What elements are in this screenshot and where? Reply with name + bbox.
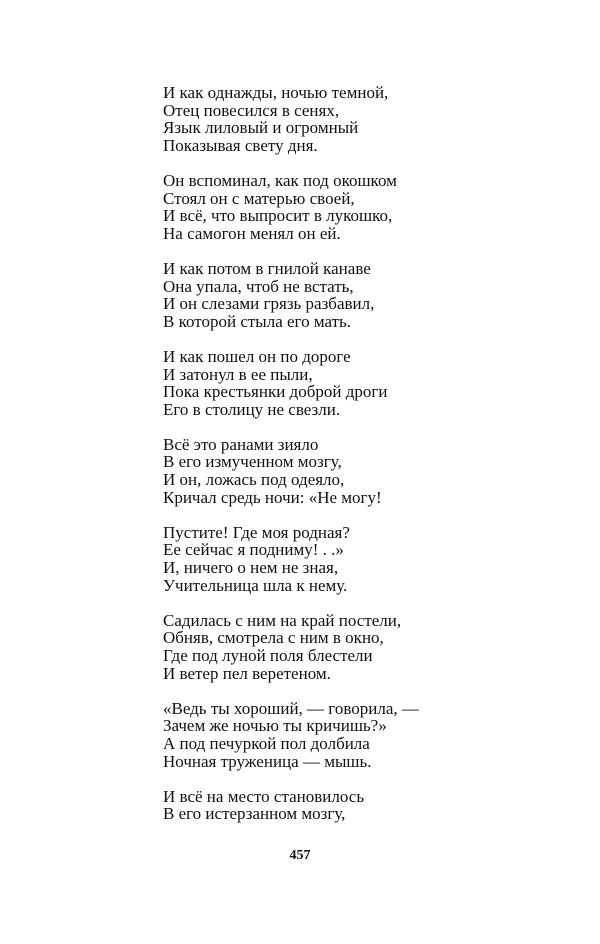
poem-line: И как пошел он по дороге	[163, 346, 351, 366]
poem-line: Учительница шла к нему.	[163, 575, 348, 595]
poem-line: Зачем же ночью ты кричишь?»	[163, 716, 387, 736]
poem-line: И затонул в ее пыли,	[163, 364, 313, 384]
stanza	[163, 84, 563, 154]
poem-line: И он, ложась под одеяло,	[163, 470, 345, 490]
poem-line: Язык лиловый и огромный	[163, 118, 359, 138]
stanza	[163, 700, 563, 770]
poem-line: И как однажды, ночью темной,	[163, 83, 389, 102]
poem-line: Отец повесился в сенях,	[163, 100, 340, 120]
page-number: 457	[289, 848, 311, 863]
stanza	[163, 436, 563, 506]
poem-line: Пока крестьянки доброй дроги	[163, 382, 388, 402]
poem-line: И всё на место становилось	[163, 786, 365, 806]
poem-line: Она упала, чтоб не встать,	[163, 276, 354, 296]
poem-line: Ее сейчас я подниму! . .»	[163, 540, 344, 560]
poem-line: Кричал средь ночи: «Не могу!	[163, 487, 382, 507]
poem-line: На самогон менял он ей.	[163, 223, 341, 243]
stanza	[163, 612, 563, 682]
poem-line: И ветер пел веретеном.	[163, 663, 331, 683]
poem-line: Где под луной поля блестели	[163, 646, 373, 665]
poem-line: И всё, что выпросит в лукошко,	[163, 206, 393, 226]
poem-line: Он вспоминал, как под окошком	[163, 170, 397, 190]
poem	[163, 84, 563, 841]
poem-line: И, ничего о нем не зная,	[163, 558, 339, 578]
poem-line: В его измученном мозгу,	[163, 452, 342, 472]
poem-line: Его в столицу не свезли.	[163, 399, 341, 419]
poem-line: Всё это ранами зияло	[163, 434, 319, 454]
poem-line: Обняв, смотрела с ним в окно,	[163, 628, 384, 648]
poem-line: И он слезами грязь разбавил,	[163, 294, 375, 314]
stanza	[163, 172, 563, 242]
poem-line: «Ведь ты хороший, — говорила, —	[163, 698, 419, 718]
poem-line: Ночная труженица — мышь.	[163, 751, 372, 771]
poem-line: Садилась с ним на край постели,	[163, 610, 402, 630]
poem-line: И как потом в гнилой канаве	[163, 258, 371, 278]
poem-line: А под печуркой пол долбила	[163, 733, 370, 753]
stanza	[163, 524, 563, 594]
stanza	[163, 788, 563, 823]
poem-line: Стоял он с матерью своей,	[163, 188, 355, 208]
poem-line: Пустите! Где моя родная?	[163, 522, 350, 542]
poem-line: Показывая свету дня.	[163, 135, 318, 155]
poem-line: В его истерзанном мозгу,	[163, 804, 346, 824]
stanza	[163, 260, 563, 330]
poem-line: В которой стыла его мать.	[163, 311, 352, 331]
stanza	[163, 348, 563, 418]
